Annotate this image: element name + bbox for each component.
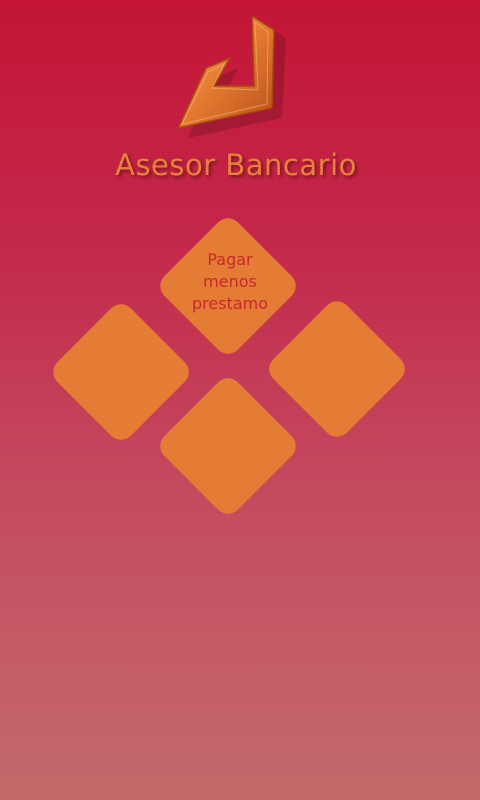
tile-right[interactable] — [263, 295, 410, 442]
tile-label-line-1: Pagar — [207, 250, 253, 269]
tile-label-line-2: menos — [203, 272, 257, 291]
tile-label-line-3: prestamo — [191, 294, 268, 313]
app-title: Asesor Bancario — [115, 148, 357, 182]
tile-left[interactable] — [47, 298, 194, 445]
tile-bottom[interactable] — [154, 372, 301, 519]
bank-advisor-logo-icon — [172, 16, 288, 138]
tile-label — [170, 249, 290, 315]
